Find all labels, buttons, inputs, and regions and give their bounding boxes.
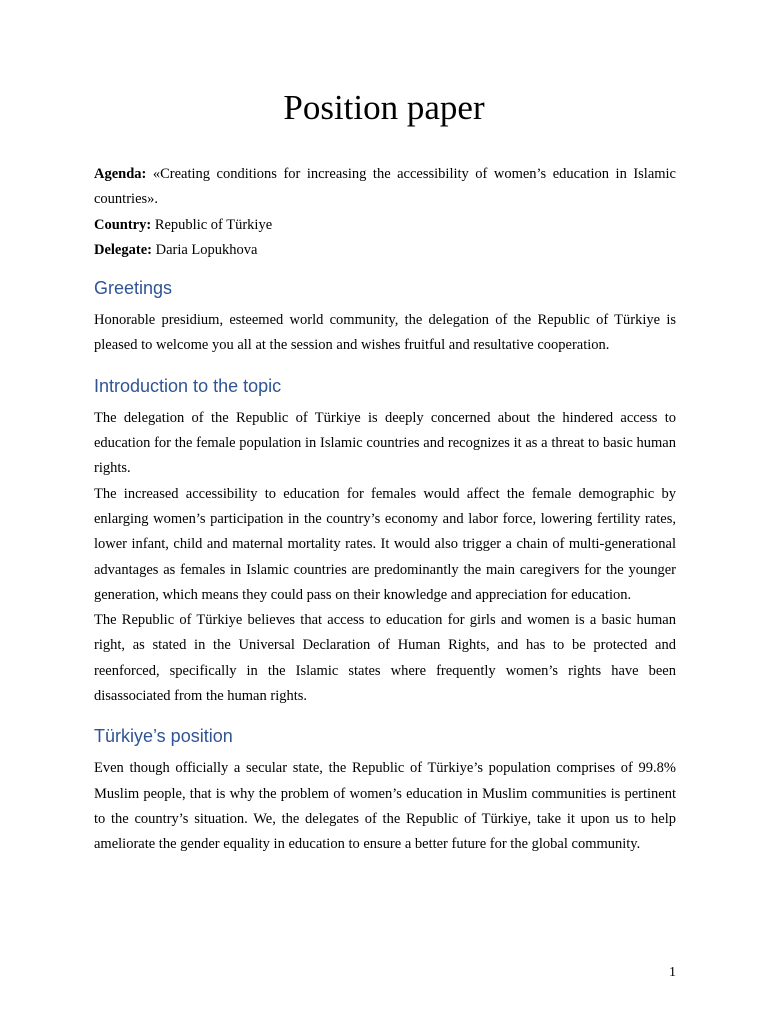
agenda-line [94,162,676,213]
section-heading-greetings: Greetings [94,278,173,299]
delegate-line [94,238,676,263]
agenda-value: «Creating conditions for increasing the accessibility of women’s education in Islamic countries». [94,166,676,208]
greetings-paragraph: Honorable presidium, esteemed world community, the delegation of the Republic of Türkiye is pleased to welcome you all at the session and wishes fruitful and resultative cooperation. [94,312,676,354]
delegate-value: Daria Lopukhova [151,241,258,258]
introduction-paragraph-1: The delegation of the Republic of Türkiye is deeply concerned about the hindered access to education for the female population in Islamic countries and recognizes it as a threat to basic human rights. [94,409,676,477]
introduction-paragraph-3: The Republic of Türkiye believes that access to education for girls and women is a basic human right, as stated in the Universal Declaration of Human Rights, and has to be protected and reenforced, specifically in the Islamic states where frequently women’s rights have been disassociated from the human rights. [94,612,676,705]
page-number: 1 [669,965,676,980]
section-heading-introduction: Introduction to the topic [94,375,282,396]
delegate-label: Delegate: [94,241,152,258]
country-label: Country: [94,216,152,233]
section-heading-position: Türkiye’s position [94,726,233,747]
agenda-label: Agenda: [94,166,147,182]
document-title: Position paper [283,88,485,127]
document-body [94,162,676,858]
position-paragraph: Even though officially a secular state, the Republic of Türkiye’s population comprises of 99.8% Muslim people, that is why the problem of women’s education in Muslim communities is pertinent to the country’s situation. We, the delegates of the Republic of Türkiye, take it upon us to help ameliorate the gender equality in education to ensure a better future for the global community. [94,760,676,853]
country-line [94,213,676,238]
country-value: Republic of Türkiye [151,216,273,233]
introduction-paragraph-2: The increased accessibility to education for females would affect the female demographic by enlarging women’s participation in the country’s economy and labor force, lowering fertility rates, lower infant, child and maternal mortality rates. It would also trigger a chain of multi-generational advantages as females in Islamic countries are predominantly the main caregivers for the younger generation, which means they could pass on their knowledge and appreciation for education. [94,485,676,603]
